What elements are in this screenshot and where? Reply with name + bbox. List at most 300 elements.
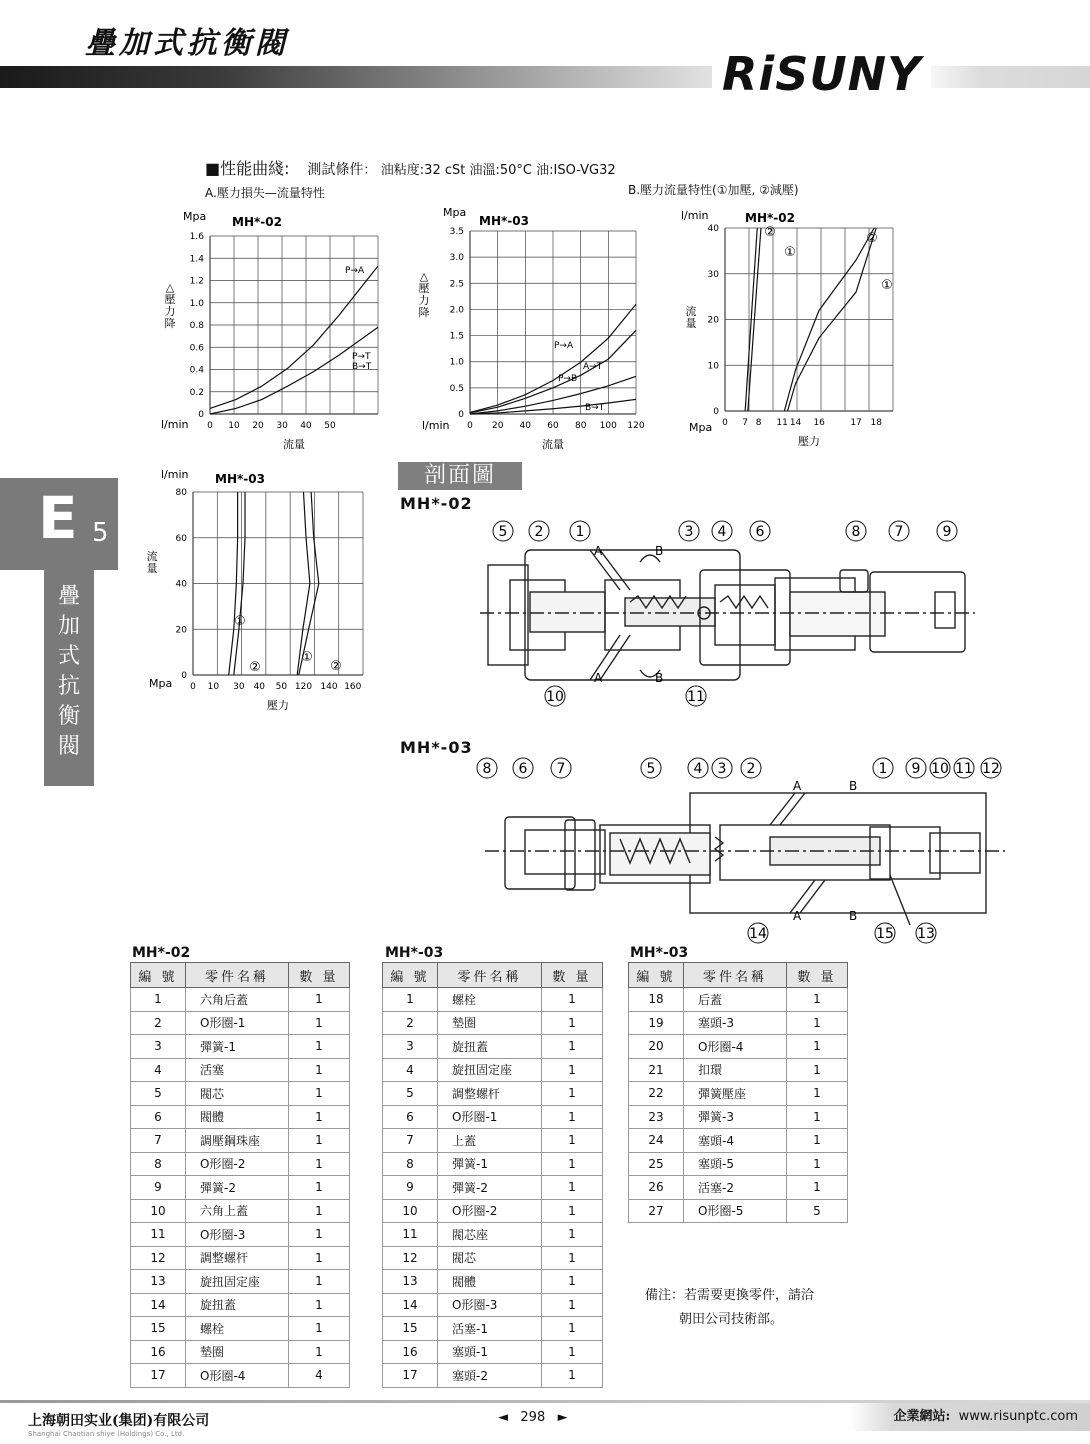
part-name: O形圈-1 [186,1011,289,1035]
part-name: 墊圈 [438,1011,542,1035]
part-name: 旋扭蓋 [186,1293,289,1317]
part-number: 15 [383,1317,438,1341]
series-label: ② [249,660,261,675]
y-tick-label: 1.5 [449,331,464,342]
table-row [629,1082,848,1106]
x-tick-label: 40 [300,421,312,431]
part-callout-label: 9 [911,761,921,777]
part-quantity: 1 [787,1082,848,1106]
note-line-2: 朝田公司技術部。 [679,1312,784,1327]
part-name: O形圈-4 [684,1035,787,1059]
part-callout-label: 7 [556,761,566,777]
prev-page-icon[interactable]: ◄ [498,1410,508,1425]
part-callout-label: 2 [534,524,544,540]
table-header-cell: 編 號 [131,963,186,988]
table-header-cell: 數 量 [787,963,848,988]
part-name: 扣環 [684,1058,787,1082]
part-name: 調整螺杆 [438,1082,542,1106]
y-tick-label: 60 [175,533,187,544]
part-name: 閥芯座 [438,1223,542,1247]
part-name: 閥體 [186,1105,289,1129]
table-row [383,1011,603,1035]
series-label: ② [764,225,776,240]
part-name: 六角上蓋 [186,1199,289,1223]
x-unit-label: Mpa [149,677,173,690]
x-tick-label: 50 [324,421,336,431]
part-callout-label: 6 [518,761,528,777]
side-tab-char: 抗 [57,674,80,699]
y-tick-label: 0 [181,671,187,681]
side-tab-char: 衡 [57,704,80,729]
table1-caption: MH*-02 [132,945,191,961]
chart-b-caption: B.壓力流量特性(①加壓, ②減壓) [628,183,799,197]
part-callout-label: 3 [717,761,727,777]
part-name: 彈簧-3 [684,1105,787,1129]
port-label: B [655,671,664,685]
y-tick-label: 1.6 [189,232,204,242]
part-number: 20 [629,1035,684,1059]
x-tick-label: 60 [547,421,559,431]
x-tick-label: 20 [252,421,264,431]
table-row [383,1317,603,1341]
part-number: 13 [131,1270,186,1294]
part-name: 調壓鋼珠座 [186,1129,289,1153]
y-tick-label: 0.8 [189,321,204,331]
part-quantity: 1 [787,1035,848,1059]
part-number: 12 [131,1246,186,1270]
table-row [131,1317,350,1341]
table-row [131,1340,350,1364]
company-name: 上海朝田实业(集团)有限公司 [28,1413,210,1429]
side-tab-char: 式 [57,644,80,669]
part-number: 6 [131,1105,186,1129]
port-label: B [655,544,664,558]
part-name: 塞頭-4 [684,1129,787,1153]
table-row [629,1176,848,1200]
part-name: O形圈-4 [186,1364,289,1388]
table-row [383,988,603,1012]
part-name: 螺栓 [438,988,542,1012]
part-number: 2 [131,1011,186,1035]
x-tick-label: 17 [850,418,862,428]
part-quantity: 1 [787,988,848,1012]
x-axis-label: 壓力 [267,699,289,712]
part-callout-label: 9 [942,524,952,540]
part-quantity: 1 [289,1011,350,1035]
x-tick-label: 80 [574,421,587,431]
replacement-note [645,1284,814,1332]
part-number: 10 [131,1199,186,1223]
footer-company [28,1410,209,1438]
table-row [383,1246,603,1270]
y-axis-label: 壓 [418,282,430,295]
part-number: 7 [383,1129,438,1153]
part-name: 閥體 [438,1270,542,1294]
chart-a-caption: A.壓力損失—流量特性 [205,186,325,200]
part-callout-label: 14 [749,926,767,942]
x-tick-label: 140 [320,682,338,692]
table-row [383,1129,603,1153]
x-tick-label: 11 [776,418,788,428]
y-unit-label: Mpa [183,210,207,223]
part-quantity: 1 [289,1152,350,1176]
part-quantity: 1 [289,1058,350,1082]
y-axis-label: △ [419,270,429,283]
part-name: 彈簧-1 [438,1152,542,1176]
company-name-en: Shanghai Chaotian shiye (Holdings) Co., Ltd. [28,1430,185,1438]
part-number: 26 [629,1176,684,1200]
part-name: 螺栓 [186,1317,289,1341]
part-quantity: 1 [542,1152,603,1176]
table-row [629,1035,848,1059]
part-quantity: 1 [542,1293,603,1317]
part-callout-label: 3 [684,524,694,540]
part-callout-label: 1 [575,524,585,540]
side-tab-label [44,570,94,786]
table-row [629,1152,848,1176]
table-row [629,1105,848,1129]
x-tick-label: 20 [491,421,504,431]
part-quantity: 1 [787,1176,848,1200]
part-quantity: 1 [289,1317,350,1341]
part-quantity: 1 [289,1293,350,1317]
part-callout-label: 5 [498,524,508,540]
table-row [629,988,848,1012]
y-tick-label: 0.5 [449,383,464,394]
part-name: 閥芯 [186,1082,289,1106]
series-label: ① [301,650,313,665]
part-quantity: 1 [289,1129,350,1153]
y-tick-label: 0 [458,410,464,420]
part-number: 3 [383,1035,438,1059]
y-tick-label: 0 [198,410,204,420]
y-tick-label: 1.2 [189,276,204,287]
y-tick-label: 3.5 [449,227,464,237]
table-row [629,1011,848,1035]
table-row [629,1199,848,1223]
part-quantity: 1 [542,1058,603,1082]
table-row [131,1105,350,1129]
chart-model-label: MH*-03 [479,214,529,228]
x-unit-label: l/min [161,418,189,431]
part-name: 塞頭-1 [438,1340,542,1364]
y-axis-label: △ [165,281,175,294]
y-axis-label: 壓 [164,293,176,306]
part-number: 12 [383,1246,438,1270]
series-label: A→T [583,362,603,372]
table-header-cell: 編 號 [383,963,438,988]
x-tick-label: 40 [519,421,532,431]
part-callout-label: 4 [693,761,703,777]
part-number: 14 [383,1293,438,1317]
table3-caption: MH*-03 [630,945,689,961]
part-callout-label: 8 [851,524,861,540]
table-row [131,1082,350,1106]
part-number: 1 [131,988,186,1012]
part-callout-label: 15 [876,926,894,942]
chart-pressure-loss-02 [155,205,390,455]
y-unit-label: l/min [161,468,189,481]
part-quantity: 1 [289,1223,350,1247]
part-quantity: 1 [542,1364,603,1388]
page-title: 疊加式抗衡閥 [85,26,289,61]
x-axis-label: 流量 [283,438,305,451]
part-number: 9 [383,1176,438,1200]
port-label: A [594,544,603,558]
table-row [131,1176,350,1200]
y-tick-label: 40 [707,224,719,234]
part-name: 上蓋 [438,1129,542,1153]
table-row [383,1364,603,1388]
x-tick-label: 14 [789,418,802,428]
part-quantity: 1 [787,1129,848,1153]
part-number: 6 [383,1105,438,1129]
x-tick-label: 50 [275,682,288,692]
side-tab-char: 加 [57,614,80,639]
x-unit-label: Mpa [689,421,713,434]
x-unit-label: l/min [422,419,450,432]
x-axis-label: 壓力 [798,435,820,448]
series-label: P→B [558,374,578,384]
part-quantity: 1 [289,1105,350,1129]
part-quantity: 1 [289,1199,350,1223]
x-tick-label: 40 [253,682,266,692]
part-number: 4 [383,1058,438,1082]
brand-logo: RiSUNY [712,50,931,98]
y-axis-label: 力 [164,305,176,318]
y-tick-label: 0 [713,407,719,417]
chart-model-label: MH*-03 [215,472,265,486]
table-header-cell: 數 量 [289,963,350,988]
conditions-sep: ： [363,163,377,178]
table-row [131,988,350,1012]
conditions-label: 測試條件 [307,162,364,178]
part-quantity: 1 [542,1270,603,1294]
table-row [131,1223,350,1247]
part-callout-label: 11 [687,689,705,705]
part-quantity: 1 [289,1340,350,1364]
series-label: ② [330,659,342,674]
x-tick-label: 0 [207,421,213,431]
y-tick-label: 30 [707,269,719,280]
chart-model-label: MH*-02 [232,215,282,229]
x-tick-label: 16 [813,418,825,428]
section-model-03: MH*-03 [400,738,473,757]
y-tick-label: 10 [707,361,719,372]
part-callout-label: 12 [982,761,1000,777]
part-name: O形圈-3 [186,1223,289,1247]
part-quantity: 1 [542,1246,603,1270]
note-line-1: 備注：若需要更換零件，請洽 [645,1288,815,1303]
part-number: 18 [629,988,684,1012]
part-callout-label: 5 [646,761,656,777]
series-label: B→T [585,403,605,413]
part-number: 15 [131,1317,186,1341]
series-label: ① [784,245,796,260]
part-name: 塞頭-2 [438,1364,542,1388]
part-name: 墊圈 [186,1340,289,1364]
part-name: 活塞 [186,1058,289,1082]
y-tick-label: 20 [707,315,719,326]
port-label: A [793,779,802,793]
part-number: 16 [383,1340,438,1364]
part-name: O形圈-2 [186,1152,289,1176]
part-quantity: 1 [289,1082,350,1106]
side-tab-char: 閥 [57,734,80,759]
series-label: B→T [352,362,372,372]
part-name: 塞頭-5 [684,1152,787,1176]
chart-pressure-flow-03 [140,465,370,715]
x-tick-label: 30 [276,421,288,431]
y-tick-label: 0.6 [189,343,204,354]
y-tick-label: 20 [175,625,187,636]
table-row [383,1058,603,1082]
table-row [383,1152,603,1176]
part-callout-label: 7 [894,524,904,540]
table-row [383,1270,603,1294]
table-row [131,1035,350,1059]
port-label: B [849,909,858,923]
x-tick-label: 18 [870,418,882,428]
table-row [131,1011,350,1035]
data-line-series [210,266,378,408]
part-number: 8 [383,1152,438,1176]
part-name: 活塞-2 [684,1176,787,1200]
part-number: 11 [383,1223,438,1247]
y-tick-label: 1.0 [449,357,464,368]
table-row [629,1129,848,1153]
table-row [131,1270,350,1294]
part-name: O形圈-2 [438,1199,542,1223]
part-name: 塞頭-3 [684,1011,787,1035]
x-tick-label: 10 [207,682,220,692]
side-tab [0,478,109,786]
table2-caption: MH*-03 [385,945,444,961]
x-tick-label: 120 [627,421,645,431]
part-number: 8 [131,1152,186,1176]
part-quantity: 1 [289,1035,350,1059]
table-row [383,1340,603,1364]
page-number: 298 [520,1410,546,1425]
x-tick-label: 7 [742,418,749,428]
part-callout-label: 2 [746,761,756,777]
x-tick-label: 0 [190,682,196,692]
part-name: 旋扭蓋 [438,1035,542,1059]
x-tick-label: 120 [294,682,313,692]
table-row [383,1199,603,1223]
part-number: 16 [131,1340,186,1364]
next-page-icon[interactable]: ► [557,1410,568,1425]
series-label: P→T [352,352,371,362]
y-tick-label: 40 [175,579,187,590]
section-heading: 剖面圖 [398,462,522,490]
y-tick-label: 3.0 [449,253,464,264]
table-header-cell: 編 號 [629,963,684,988]
part-quantity: 1 [542,1223,603,1247]
conditions-values: 油粘度:32 cSt 油溫:50°C 油:ISO-VG32 [380,163,616,178]
part-quantity: 1 [542,1105,603,1129]
y-axis-label: 降 [418,306,430,319]
table-row [383,1176,603,1200]
part-quantity: 1 [289,988,350,1012]
table-row [383,1105,603,1129]
table-row [131,1199,350,1223]
parts-table-03-b [628,962,848,1223]
part-number: 14 [131,1293,186,1317]
y-tick-label: 80 [175,488,187,498]
port-label: B [849,779,858,793]
website-label: 企業網站: [893,1409,951,1424]
x-tick-label: 30 [233,682,245,692]
part-quantity: 1 [542,1317,603,1341]
x-axis-label: 流量 [542,438,564,451]
parts-table-02 [130,962,350,1388]
y-tick-label: 1.0 [189,298,204,309]
series-label: ① [234,614,246,629]
x-tick-label: 160 [344,682,362,692]
table-row [383,1035,603,1059]
y-axis-label: 量 [146,562,158,575]
part-number: 2 [383,1011,438,1035]
table-header-cell: 零件名稱 [438,963,542,988]
table-row [131,1364,350,1388]
part-number: 3 [131,1035,186,1059]
table-row [383,1082,603,1106]
part-callout-label: 8 [482,761,492,777]
part-callout-label: 1 [878,761,888,777]
chart-pressure-loss-03 [415,200,650,455]
table-header-cell: 數 量 [542,963,603,988]
table-header-cell: 零件名稱 [684,963,787,988]
series-label: P→A [554,341,574,351]
part-number: 11 [131,1223,186,1247]
series-label: ① [881,278,893,293]
table-row [131,1293,350,1317]
part-number: 1 [383,988,438,1012]
part-number: 9 [131,1176,186,1200]
part-callout-label: 11 [955,761,973,777]
part-quantity: 1 [542,1129,603,1153]
part-quantity: 1 [542,1176,603,1200]
part-number: 17 [383,1364,438,1388]
conditions-heading: ■性能曲綫: [205,159,290,178]
port-label: A [793,909,802,923]
part-quantity: 1 [787,1011,848,1035]
website-link[interactable]: www.risunptc.com [958,1409,1078,1424]
table-row [131,1246,350,1270]
part-number: 5 [383,1082,438,1106]
part-name: O形圈-3 [438,1293,542,1317]
parts-table-03-a [382,962,603,1388]
y-axis-label: 力 [418,294,430,307]
chart-model-label: MH*-02 [745,211,795,225]
part-number: 10 [383,1199,438,1223]
part-number: 17 [131,1364,186,1388]
table-row [131,1058,350,1082]
side-tab-code: E 5 [0,478,118,570]
cross-section-03 [470,755,1015,950]
x-tick-label: 8 [755,418,762,428]
part-number: 19 [629,1011,684,1035]
table-header-cell: 零件名稱 [186,963,289,988]
part-name: 彈簧-1 [186,1035,289,1059]
part-quantity: 1 [542,1011,603,1035]
side-tab-char: 疊 [57,584,80,609]
part-quantity: 1 [787,1058,848,1082]
part-name: 活塞-1 [438,1317,542,1341]
part-number: 21 [629,1058,684,1082]
section-model-02: MH*-02 [400,494,473,513]
